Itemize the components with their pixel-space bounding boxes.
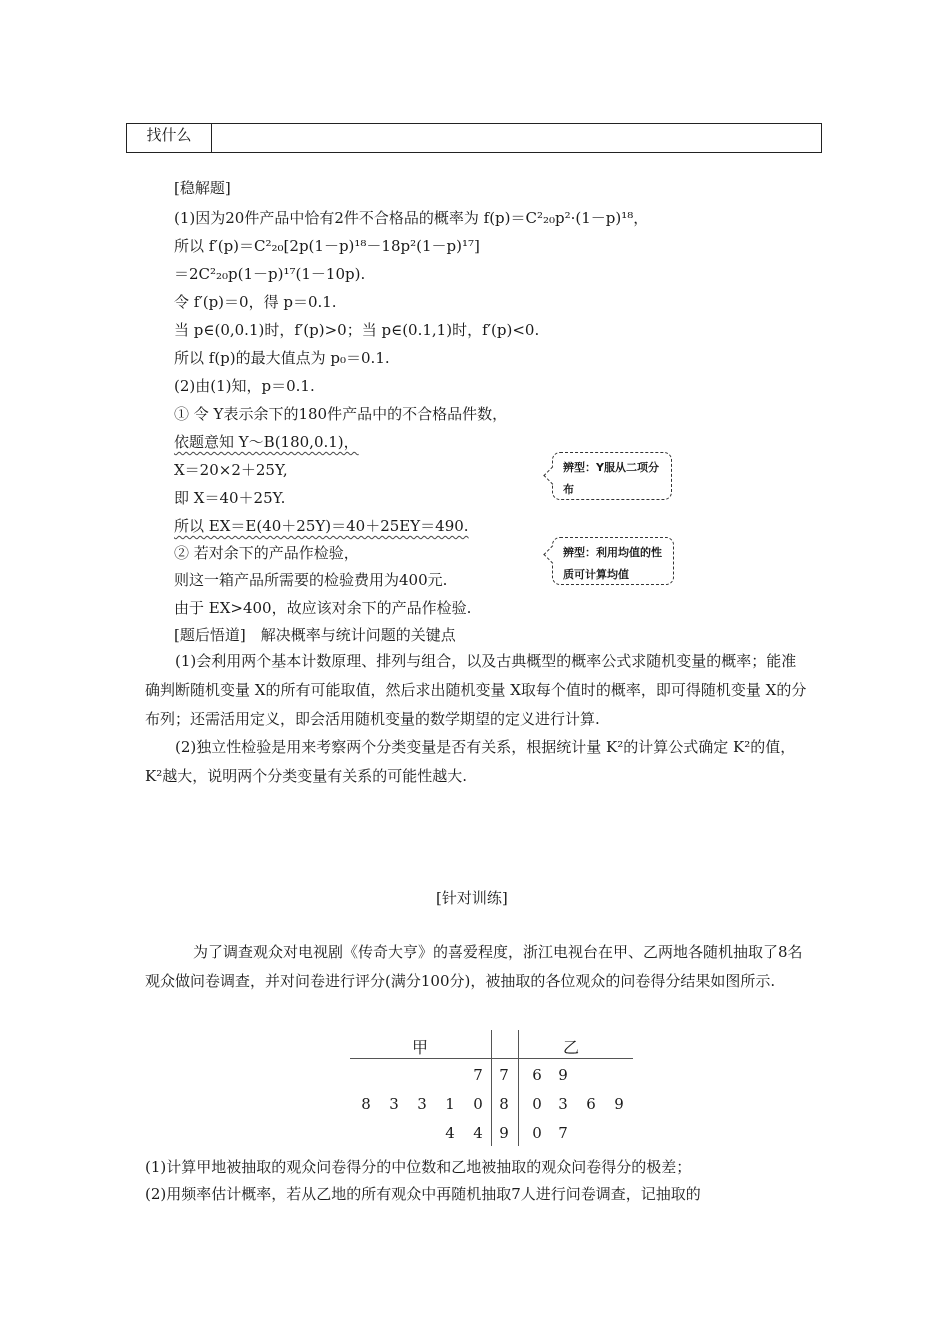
callout-expectation xyxy=(552,537,674,585)
solve-line-1: (1)因为20件产品中恰有2件不合格品的概率为 f(p)＝C²₂₀p²·(1－p)¹⁸， xyxy=(174,209,649,227)
right-leaf: 6 xyxy=(532,1066,542,1084)
right-leaf: 9 xyxy=(614,1095,624,1113)
stem-divider-left xyxy=(491,1030,492,1146)
left-leaf: 3 xyxy=(389,1095,399,1113)
left-leaf: 8 xyxy=(361,1095,371,1113)
left-leaf: 4 xyxy=(473,1124,483,1142)
callout-tip xyxy=(543,466,561,484)
training-paragraph: 为了调查观众对电视剧《传奇大亨》的喜爱程度，浙江电视台在甲、乙两地各随机抽取了8名观众做问卷调查，并对问卷进行评分(满分100分)，被抽取的各位观众的问卷得分结果如图所示. xyxy=(145,943,803,990)
left-leaf: 3 xyxy=(417,1095,427,1113)
right-leaf: 7 xyxy=(558,1124,568,1142)
callout-expectation-text: 辨型：利用均值的性质可计算均值 xyxy=(563,546,662,581)
left-leaf: 4 xyxy=(445,1124,455,1142)
after-heading: [题后悟道] 解决概率与统计问题的关键点 xyxy=(174,626,456,644)
left-leaf: 0 xyxy=(473,1095,483,1113)
solve-line-8: ① 令 Y表示余下的180件产品中的不合格品件数， xyxy=(174,405,508,423)
right-leaf: 3 xyxy=(558,1095,568,1113)
solve-line-9: 依题意知 Y～B(180,0.1)， xyxy=(174,433,359,451)
after-paragraph-2: (2)独立性检验是用来考察两个分类变量是否有关系，根据统计量 K²的计算公式确定 K²的值，K²越大，说明两个分类变量有关系的可能性越大. xyxy=(145,738,796,785)
callout-tip xyxy=(543,545,561,563)
solve-line-7: (2)由(1)知，p＝0.1. xyxy=(174,377,315,395)
callout-binomial-text: 辨型：Y服从二项分布 xyxy=(563,461,659,496)
stem-value: 8 xyxy=(499,1095,509,1113)
solve-line-10: X＝20×2＋25Y, xyxy=(174,461,288,479)
solve-heading: [稳解题] xyxy=(174,179,231,197)
solve-line-12: 所以 EX＝E(40＋25Y)＝40＋25EY＝490. xyxy=(174,517,469,535)
solve-line-4: 令 f′(p)＝0，得 p＝0.1. xyxy=(174,293,337,311)
stem-value: 7 xyxy=(499,1066,509,1084)
solve-line-14: 则这一箱产品所需要的检验费用为400元. xyxy=(174,571,448,589)
solve-line-13: ② 若对余下的产品作检验， xyxy=(174,544,359,562)
top-table xyxy=(126,123,822,153)
left-leaf: 7 xyxy=(473,1066,483,1084)
stem-value: 9 xyxy=(499,1124,509,1142)
solve-line-6: 所以 f(p)的最大值点为 p₀＝0.1. xyxy=(174,349,390,367)
question-2: (2)用频率估计概率，若从乙地的所有观众中再随机抽取7人进行问卷调查，记抽取的 xyxy=(145,1185,701,1203)
right-leaf: 0 xyxy=(532,1095,542,1113)
after-paragraph-1: (1)会利用两个基本计数原理、排列与组合，以及古典概型的概率公式求随机变量的概率；能准确判断随机变量 X的所有可能取值，然后求出随机变量 X取每个值时的概率，即可得随机变量 X的分布列；还需活用定义，即会活用随机变量的数学期望的定义进行计算. xyxy=(145,652,807,728)
right-leaf: 0 xyxy=(532,1124,542,1142)
solve-line-11: 即 X＝40＋25Y. xyxy=(174,489,286,507)
callout-binomial xyxy=(552,452,672,500)
solve-line-3: ＝2C²₂₀p(1－p)¹⁷(1－10p). xyxy=(174,265,366,283)
stem-divider-right xyxy=(518,1030,519,1146)
question-1: (1)计算甲地被抽取的观众问卷得分的中位数和乙地被抽取的观众问卷得分的极差； xyxy=(145,1158,692,1176)
right-leaf: 6 xyxy=(586,1095,596,1113)
left-header: 甲 xyxy=(412,1038,429,1057)
solve-line-2: 所以 f′(p)＝C²₂₀[2p(1－p)¹⁸－18p²(1－p)¹⁷] xyxy=(174,237,480,255)
solve-line-15: 由于 EX>400，故应该对余下的产品作检验. xyxy=(174,599,472,617)
left-leaf: 1 xyxy=(445,1095,455,1113)
right-header: 乙 xyxy=(563,1038,580,1057)
right-leaf: 9 xyxy=(558,1066,568,1084)
table-label: 找什么 xyxy=(127,124,212,152)
training-heading: [针对训练] xyxy=(436,889,508,907)
solve-line-5: 当 p∈(0,0.1)时，f′(p)>0；当 p∈(0.1,1)时，f′(p)<0. xyxy=(174,321,540,339)
